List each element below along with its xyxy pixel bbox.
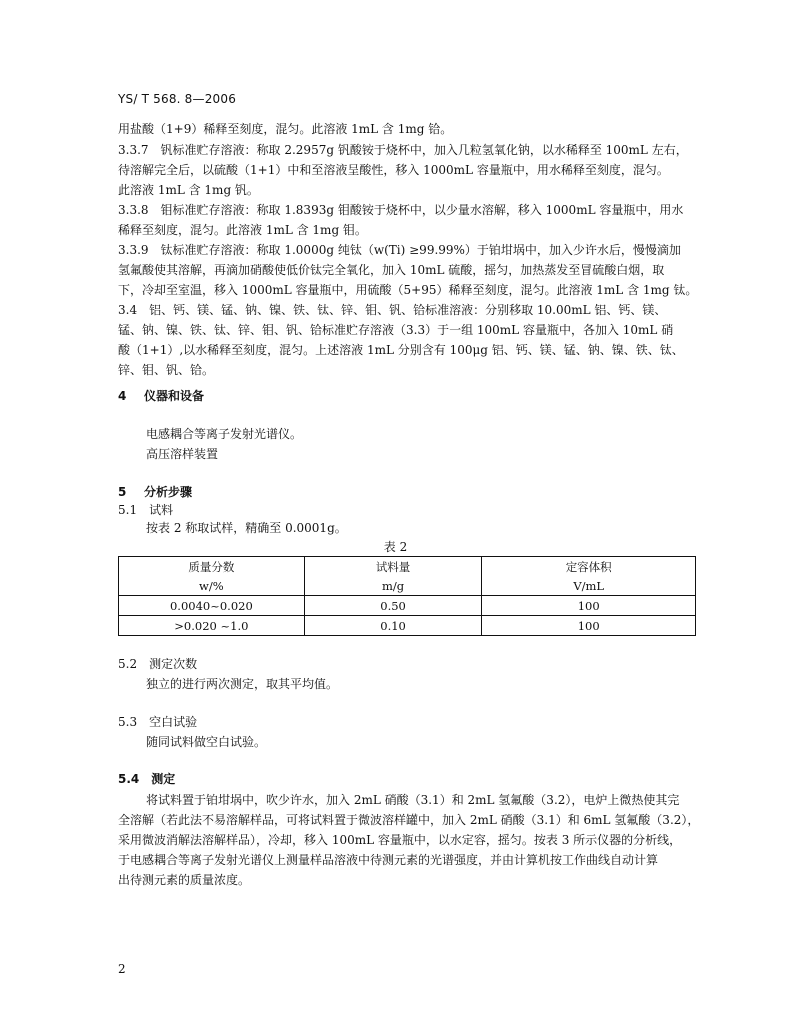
text-line: 锰、钠、镍、铁、钛、锌、钼、钒、铪标准贮存溶液（3.3）于一组 100mL 容量瓶中，各加入 10mL 硝 [118,323,674,337]
standard-code-header: YS/ T 568. 8—2006 [118,92,237,106]
text-line: 3.4 铝、钙、镁、锰、钠、镍、铁、钛、锌、钼、钒、铪标准溶液：分别移取 10.00mL 铝、钙、镁、 [118,303,667,317]
section-title: 仪器和设备 [144,389,205,403]
subsection-title: 5.1 试料 [118,503,174,517]
table-cell: 100 [482,616,696,636]
table-row [119,616,696,636]
table-cell: 100 [482,596,696,616]
subsection-title: 5.2 测定次数 [118,657,198,671]
text-line: 酸（1+1）,以水稀释至刻度，混匀。上述溶液 1mL 分别含有 100μg 铝、钙、镁、锰、钠、镍、铁、钛、 [118,343,684,357]
procedure-line: 采用微波消解法溶解样品），冷却，移入 100mL 容量瓶中，以水定容，摇匀。按表 3 所示仪器的分析线， [118,833,682,847]
subsection-title-bold: 5.4 测定 [118,772,176,786]
subsection-text: 随同试料做空白试验。 [146,735,267,749]
section-number: 4 [118,389,127,403]
procedure-line: 将试料置于铂坩埚中，吹少许水，加入 2mL 硝酸（3.1）和 2mL 氢氟酸（3.2），电炉上微热使其完 [146,793,680,807]
text-line: 3.3.8 钼标准贮存溶液：称取 1.8393g 钼酸铵于烧杯中，以少量水溶解，移入 1000mL 容量瓶中，用水 [118,203,684,217]
sample-mass-table [118,556,696,636]
text-line: 下，冷却至室温，移入 1000mL 容量瓶中，用硫酸（5+95）稀释至刻度，混匀。此溶液 1mL 含 1mg 钛。 [118,283,698,297]
text-line: 此溶液 1mL 含 1mg 钒。 [118,183,259,197]
page-number: 2 [118,962,126,976]
table-cell: 0.0040~0.020 [119,596,305,616]
subsection-text: 独立的进行两次测定，取其平均值。 [146,677,339,691]
table-cell: 0.10 [304,616,482,636]
equipment-item: 高压溶样装置 [146,447,219,461]
header-volume: 定容体积 [482,557,696,577]
subsection-text: 按表 2 称取试样，精确至 0.0001g。 [146,521,347,535]
section-title: 分析步骤 [144,485,193,499]
subsection-title: 5.3 空白试验 [118,715,198,729]
section-number: 5 [118,485,127,499]
text-line: 稀释至刻度，混匀。此溶液 1mL 含 1mg 钼。 [118,223,367,237]
table-header-row [119,557,696,577]
table-caption: 表 2 [383,540,408,554]
section-4-heading [118,388,204,405]
equipment-item: 电感耦合等离子发射光谱仪。 [146,427,303,441]
procedure-line: 出待测元素的质量浓度。 [118,873,251,887]
table-cell: >0.020 ~1.0 [119,616,305,636]
table-cell: 0.50 [304,596,482,616]
procedure-line: 于电感耦合等离子发射光谱仪上测量样品溶液中待测元素的光谱强度，并由计算机按工作曲线自动计算 [118,853,659,867]
unit-volume: V/mL [482,576,696,596]
text-line: 氢氟酸使其溶解，再滴加硝酸使低价钛完全氧化，加入 10mL 硫酸，摇匀，加热蒸发至冒硫酸白烟，取 [118,263,665,277]
table-row [119,596,696,616]
text-line: 用盐酸（1+9）稀释至刻度，混匀。此溶液 1mL 含 1mg 铪。 [118,122,453,136]
procedure-line: 全溶解（若此法不易溶解样品，可将试料置于微波溶样罐中，加入 2mL 硝酸（3.1）和 6mL 氢氟酸（3.2）， [118,813,700,827]
header-mass-fraction: 质量分数 [119,557,305,577]
table-unit-row [119,576,696,596]
unit-mass-fraction: w/% [119,576,305,596]
unit-sample-amount: m/g [304,576,482,596]
text-line: 3.3.9 钛标准贮存溶液：称取 1.0000g 纯钛（w(Ti) ≥99.99%）于铂坩埚中，加入少许水后，慢慢滴加 [118,243,681,257]
section-5-heading [118,484,192,501]
text-line: 锌、钼、钒、铪。 [118,363,215,377]
text-line: 待溶解完全后，以硫酸（1+1）中和至溶液呈酸性，移入 1000mL 容量瓶中，用水稀释至刻度，混匀。 [118,163,669,177]
text-line: 3.3.7 钒标准贮存溶液：称取 2.2957g 钒酸铵于烧杯中，加入几粒氢氧化钠，以水稀释至 100mL 左右， [118,143,688,157]
header-sample-amount: 试料量 [304,557,482,577]
